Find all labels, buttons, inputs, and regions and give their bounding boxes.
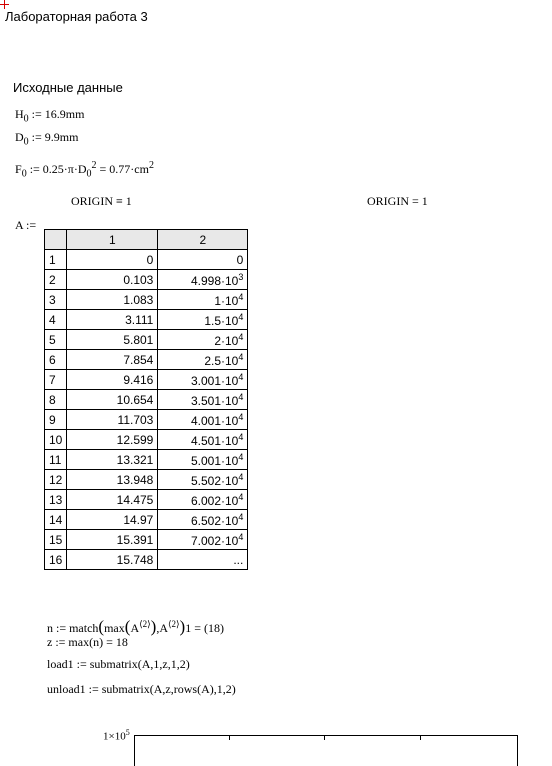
n-comma-a: ,A <box>156 621 168 635</box>
matrix-cell-col2-value: 5.001·10 <box>190 453 239 468</box>
matrix-label: A := <box>15 218 37 232</box>
matrix-row <box>45 370 248 390</box>
matrix-cell-col1[interactable]: 5.801 <box>67 330 158 350</box>
matrix-col-header: 1 <box>67 230 158 250</box>
matrix-cell-col1[interactable]: 7.854 <box>67 350 158 370</box>
matrix-cell-col1[interactable]: 15.748 <box>67 550 158 570</box>
matrix-cell-col1[interactable]: 9.416 <box>67 370 158 390</box>
worksheet-title: Лабораторная работа 3 <box>5 9 148 24</box>
paren-close: ) <box>179 617 186 636</box>
matrix-row-index: 3 <box>45 290 67 310</box>
matrix-row-index: 9 <box>45 410 67 430</box>
matrix-cell-col2-value: 2·10 <box>214 333 239 348</box>
matrix-cell-col2[interactable] <box>158 490 248 510</box>
matrix-cell-col2[interactable] <box>158 510 248 530</box>
matrix-cell-col2-exponent: 4 <box>238 491 244 502</box>
matrix-cell-col2[interactable] <box>158 550 248 570</box>
origin-definition[interactable]: ORIGIN ≡ 1 <box>71 194 132 208</box>
matrix-cell-col2[interactable] <box>158 410 248 430</box>
matrix-row-index: 13 <box>45 490 67 510</box>
matrix-row <box>45 470 248 490</box>
matrix-row-index: 16 <box>45 550 67 570</box>
matrix-cell-col1[interactable]: 15.391 <box>67 530 158 550</box>
matrix-row-index: 5 <box>45 330 67 350</box>
matrix-row-index: 10 <box>45 430 67 450</box>
d0-symbol: D <box>15 130 24 144</box>
f0-rhs-a: := 0.25·π·D <box>29 162 87 176</box>
matrix-cell-col2-value: 2.5·10 <box>204 353 239 368</box>
matrix-cell-col1[interactable]: 1.083 <box>67 290 158 310</box>
matrix-cell-col2[interactable] <box>158 310 248 330</box>
f0-symbol: F <box>15 162 22 176</box>
matrix-cell-col2[interactable] <box>158 270 248 290</box>
h0-symbol: H <box>15 107 24 121</box>
matrix-row-index: 6 <box>45 350 67 370</box>
paren-close-inner: ) <box>150 617 157 636</box>
paren-open: ( <box>98 617 105 636</box>
matrix-corner-cell <box>45 230 67 250</box>
matrix-cell-col2-exponent: 4 <box>238 351 244 362</box>
chart-plot-area[interactable] <box>134 735 518 766</box>
matrix-cell-col2[interactable] <box>158 350 248 370</box>
matrix-cell-col2[interactable] <box>158 370 248 390</box>
matrix-cell-col1[interactable]: 13.948 <box>67 470 158 490</box>
matrix-cell-col1[interactable]: 0 <box>67 250 158 270</box>
h0-rhs: := 16.9mm <box>31 107 85 121</box>
matrix-cell-col2-exponent: 4 <box>238 531 244 542</box>
matrix-cell-col2-exponent: 4 <box>238 291 244 302</box>
h0-definition[interactable] <box>15 107 84 124</box>
matrix-cell-col2-value: 0 <box>236 252 244 267</box>
matrix-cell-col2-exponent: 4 <box>238 471 244 482</box>
matrix-cell-col2-value: ... <box>233 552 244 567</box>
matrix-cell-col2[interactable] <box>158 250 248 270</box>
load1-formula[interactable]: load1 := submatrix(A,1,z,1,2) <box>47 657 190 671</box>
matrix-cell-col2-exponent: 4 <box>238 331 244 342</box>
h0-subscript: 0 <box>23 113 29 125</box>
matrix-row-index: 1 <box>45 250 67 270</box>
matrix-row <box>45 430 248 450</box>
matrix-cell-col2-value: 3.501·10 <box>190 393 239 408</box>
chart-y-tick-exp: 5 <box>125 728 130 737</box>
matrix-cell-col2-value: 4.001·10 <box>190 413 239 428</box>
n-a-superscript: ⟨2⟩ <box>139 619 151 629</box>
n-rest: 1 = (18) <box>185 621 224 635</box>
f0-rhs-b: = 0.77·cm <box>96 162 149 176</box>
matrix-cell-col2[interactable] <box>158 330 248 350</box>
matrix-cell-col2-exponent: 4 <box>238 431 244 442</box>
matrix-cell-col2-exponent: 4 <box>238 511 244 522</box>
matrix-cell-col2[interactable] <box>158 450 248 470</box>
unload1-formula[interactable]: unload1 := submatrix(A,z,rows(A),1,2) <box>47 682 236 696</box>
matrix-col-header: 2 <box>158 230 248 250</box>
matrix-cell-col2[interactable] <box>158 430 248 450</box>
n-a2-superscript: ⟨2⟩ <box>167 619 180 629</box>
matrix-row <box>45 330 248 350</box>
matrix-cell-col1[interactable]: 14.97 <box>67 510 158 530</box>
matrix-header-row <box>45 230 248 250</box>
matrix-row <box>45 270 248 290</box>
chart-y-tick-base: 1×10 <box>103 730 126 743</box>
f0-rhs-superscript: 2 <box>91 160 97 171</box>
matrix-cell-col2[interactable] <box>158 290 248 310</box>
matrix-row <box>45 450 248 470</box>
f0-unit-superscript: 2 <box>148 160 154 171</box>
insertion-crosshair-icon <box>0 0 9 9</box>
origin-evaluation[interactable]: ORIGIN = 1 <box>367 194 428 208</box>
matrix-row-index: 7 <box>45 370 67 390</box>
d0-subscript: 0 <box>23 136 29 148</box>
matrix-cell-col2-exponent: 4 <box>238 411 244 422</box>
matrix-cell-col2[interactable] <box>158 390 248 410</box>
matrix-cell-col1[interactable]: 12.599 <box>67 430 158 450</box>
matrix-cell-col2-exponent: 4 <box>238 451 244 462</box>
matrix-a-table[interactable] <box>44 229 248 570</box>
chart-x-tick <box>229 735 230 740</box>
matrix-cell-col2-value: 6.502·10 <box>190 513 239 528</box>
matrix-row <box>45 390 248 410</box>
matrix-cell-col2[interactable] <box>158 470 248 490</box>
matrix-cell-col2[interactable] <box>158 530 248 550</box>
matrix-row <box>45 490 248 510</box>
n-lhs: n := match <box>47 621 99 635</box>
matrix-cell-col2-value: 4.998·10 <box>190 273 239 288</box>
matrix-cell-col1[interactable]: 14.475 <box>67 490 158 510</box>
matrix-cell-col2-value: 7.002·10 <box>190 533 239 548</box>
f0-rhs-subscript: 0 <box>86 168 92 180</box>
matrix-row-index: 14 <box>45 510 67 530</box>
matrix-row <box>45 510 248 530</box>
matrix-row <box>45 310 248 330</box>
matrix-row-index: 12 <box>45 470 67 490</box>
n-max: max <box>104 621 125 635</box>
f0-definition[interactable] <box>15 160 154 179</box>
matrix-row <box>45 290 248 310</box>
d0-rhs: := 9.9mm <box>31 130 79 144</box>
f0-subscript: 0 <box>21 168 27 180</box>
matrix-cell-col1[interactable]: 11.703 <box>67 410 158 430</box>
n-match-formula[interactable] <box>47 617 224 637</box>
matrix-cell-col2-value: 3.001·10 <box>190 373 239 388</box>
chart-y-tick-label <box>103 728 130 743</box>
matrix-row <box>45 550 248 570</box>
matrix-row <box>45 530 248 550</box>
d0-definition[interactable] <box>15 130 78 147</box>
section-heading: Исходные данные <box>13 80 123 95</box>
matrix-row-index: 4 <box>45 310 67 330</box>
chart-x-tick <box>324 735 325 740</box>
matrix-cell-col1[interactable]: 0.103 <box>67 270 158 290</box>
paren-open-inner: ( <box>124 617 131 636</box>
matrix-cell-col1[interactable]: 3.111 <box>67 310 158 330</box>
matrix-cell-col2-value: 1.5·10 <box>204 313 239 328</box>
matrix-cell-col2-value: 6.002·10 <box>190 493 239 508</box>
matrix-cell-col2-exponent: 3 <box>238 271 244 282</box>
matrix-row-index: 15 <box>45 530 67 550</box>
matrix-cell-col2-exponent: 4 <box>238 311 244 322</box>
z-formula[interactable]: z := max(n) = 18 <box>47 635 128 649</box>
matrix-row-index: 8 <box>45 390 67 410</box>
chart-x-tick <box>420 735 421 740</box>
matrix-cell-col2-exponent: 4 <box>238 391 244 402</box>
matrix-cell-col2-exponent: 4 <box>238 371 244 382</box>
matrix-cell-col2-value: 5.502·10 <box>190 473 239 488</box>
matrix-row-index: 2 <box>45 270 67 290</box>
matrix-row <box>45 250 248 270</box>
matrix-row-index: 11 <box>45 450 67 470</box>
matrix-cell-col1[interactable]: 13.321 <box>67 450 158 470</box>
matrix-cell-col2-value: 4.501·10 <box>190 433 239 448</box>
matrix-cell-col2-value: 1·10 <box>214 293 239 308</box>
n-a: A <box>130 621 140 635</box>
matrix-row <box>45 410 248 430</box>
matrix-cell-col1[interactable]: 10.654 <box>67 390 158 410</box>
matrix-row <box>45 350 248 370</box>
matrix-body <box>45 250 248 570</box>
